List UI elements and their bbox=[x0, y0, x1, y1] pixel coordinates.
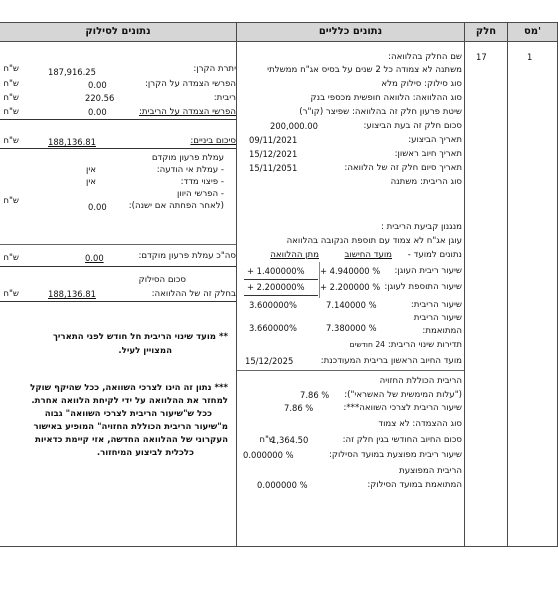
table-top-border bbox=[0, 22, 558, 23]
interest-index-diff-label: הפרשי הצמדה על הריבית: bbox=[139, 107, 236, 117]
rate-table-label: נתונים למועד - bbox=[407, 250, 462, 260]
settlement-amount-value: 188,136.81 bbox=[48, 289, 96, 299]
principal-index-diff-value: 0.00 bbox=[88, 80, 107, 90]
note-comparison-b: למחזר את ההלוואה על ידי לקיחת הלוואה אחרת. bbox=[31, 396, 228, 406]
interest-label: ריבית: bbox=[213, 93, 236, 103]
principal-index-diff-unit: ש"ח bbox=[3, 79, 19, 89]
note-comparison-e: העקרוני של ההלוואה החדשה, אזי קיימת כדאיות bbox=[34, 435, 228, 445]
execution-date-label: תאריך הביצוע: bbox=[408, 135, 462, 145]
adjusted-settle-rate-label-a: הריבית המפוצעת bbox=[399, 466, 462, 476]
total-prepayment-fee-value: 0.00 bbox=[85, 253, 104, 263]
after-reduction-label: (לאחר הפחתה אם ישנה): bbox=[128, 201, 224, 211]
note-comparison-c: ככל ש"שיעור הריבית לצרכי השוואה" גבוה bbox=[44, 409, 212, 419]
discount-diff-label: - הפרשי היוון bbox=[177, 189, 224, 199]
amount-value: 200,000.00 bbox=[270, 121, 318, 131]
rate-table-billing-header: מועד החישוב bbox=[344, 250, 392, 260]
total-fee-rule bbox=[0, 266, 236, 267]
row-part: 17 bbox=[476, 52, 487, 62]
comparison-rate-label: שיעור הריבית לצרכי השוואה***: bbox=[343, 403, 462, 413]
loan-part-name-label: שם החלק בהלוואה: bbox=[388, 52, 462, 62]
amount-label: סכום חלק זה בעת הביצוע: bbox=[363, 121, 462, 131]
interest-value: 220.56 bbox=[85, 93, 115, 103]
header-bottom-border bbox=[0, 41, 558, 42]
settlement-amount-unit: ש"ח bbox=[3, 289, 19, 299]
subtotal-label: סיכום ביניים: bbox=[190, 136, 236, 146]
settlement-amount-label-a: סכום הסילוק bbox=[138, 275, 186, 285]
interest-mechanism: עוגן אג"ח לא צמוד עם תוספת הנקובה בהלוואה bbox=[286, 236, 462, 246]
total-prepayment-fee-unit: ש"ח bbox=[3, 253, 19, 263]
comparison-rate-value: 7.86 % bbox=[284, 403, 314, 413]
divider-serial bbox=[507, 22, 508, 547]
first-charge-date-label: תאריך חיוב ראשון: bbox=[394, 149, 462, 159]
no-notice-fee-value: אין bbox=[85, 165, 96, 175]
interest-rate-label: שיעור הריבית: bbox=[410, 300, 462, 310]
note-comparison-d: מ"שיעור הריבית הכוללת החזויה" המופיע באישור bbox=[33, 422, 228, 432]
note-comparison-f: כלכלית לביצוע המיחזור. bbox=[96, 448, 194, 458]
index-compensation-value: אין bbox=[85, 177, 96, 187]
prepayment-fee-title: עמלת פרעון מוקדם bbox=[151, 153, 224, 163]
first-charge-date: 15/12/2021 bbox=[249, 149, 298, 159]
first-updated-charge-label: מועד החיוב הראשון בריבית המעודכנת: bbox=[320, 356, 462, 366]
effective-cost-label: ("עלות המימשית של האשראי"): bbox=[344, 390, 462, 400]
interest-type: סוג הריבית: משתנה bbox=[390, 177, 462, 187]
interest-unit: ש"ח bbox=[3, 93, 19, 103]
header-serial: מס' bbox=[523, 26, 542, 37]
rate-table-loan-header: מתן ההלוואה bbox=[270, 250, 319, 260]
margin-rate-label: שיעור התוספת לעוגן: bbox=[384, 282, 462, 292]
interest-rate-loan: 3.600000% bbox=[249, 300, 297, 310]
interest-index-diff-value: 0.00 bbox=[88, 107, 107, 117]
first-updated-charge-date: 15/12/2025 bbox=[245, 356, 294, 366]
change-frequency: 24 חודשים bbox=[349, 340, 385, 349]
anchor-rate-label: שיעור ריבית העוגן: bbox=[394, 266, 462, 276]
interest-rate-billing: 7.140000 % bbox=[326, 300, 377, 310]
note-rate-change-a: ** מועד שינוי הריבית חל חודש לפני התאריך bbox=[52, 332, 228, 342]
adjusted-rate-label-a: שיעור הריבית bbox=[413, 313, 462, 323]
loan-part-name: משתנה לא צמודה כל 2 שנים על בסיס אג"ח ממשלתי bbox=[267, 65, 462, 75]
general-separator bbox=[237, 370, 464, 371]
header-general: נתונים כלליים bbox=[318, 26, 383, 37]
execution-date: 09/11/2021 bbox=[249, 135, 298, 145]
principal-balance-value: 187,916.25 bbox=[48, 67, 96, 77]
header-part: חלק bbox=[475, 26, 497, 37]
loan-type: סוג ההלוואה: הלוואה חופשית מכספי בנק bbox=[310, 93, 462, 103]
monthly-charge-label: סכום החיוב החודשי בגין חלק זה: bbox=[342, 435, 462, 445]
principal-index-diff-label: הפרשי הצמדה על הקרן: bbox=[145, 79, 236, 89]
settlement-amount-label-b: בחלק זה של ההלוואה: bbox=[151, 289, 236, 299]
effective-cost-value: 7.86 % bbox=[300, 390, 330, 400]
settlement-rule bbox=[0, 301, 236, 302]
principal-balance-label: יתרת הקרן: bbox=[193, 64, 236, 74]
end-date-label: תאריך סיום חלק זה של הלוואה: bbox=[344, 163, 462, 173]
principal-balance-unit: ש"ח bbox=[3, 64, 19, 74]
note-comparison-a: *** נתון זה הינו לצרכי השוואה, ככל שהיקף שוקל bbox=[30, 383, 228, 393]
margin-rate-billing: + 2.200000 % bbox=[320, 282, 381, 292]
margin-rate-loan: + 2.200000% bbox=[247, 282, 305, 292]
note-rate-change-b: המצויין לעיל. bbox=[118, 346, 172, 356]
index-compensation-label: - פיצוי מדד: bbox=[180, 177, 224, 187]
settle-rate-label: שיעור ריבית מפוצעת במועד הסילוק: bbox=[328, 450, 462, 460]
interest-mechanism-title: מנגנון קביעת הריבית : bbox=[381, 222, 462, 232]
repayment-method: שיטת פרעון חלק זה בהלוואה: שפיצר (קו"ר) bbox=[299, 107, 462, 117]
subtotal-top-rule bbox=[0, 119, 236, 120]
subtotal-value: 188,136.81 bbox=[48, 137, 96, 147]
table-bottom-border bbox=[0, 546, 558, 547]
header-repayment: נתונים לסילוק bbox=[85, 26, 151, 37]
settle-rate-value: 0.000000 % bbox=[243, 450, 294, 460]
adjusted-rate-label-b: המתואמת: bbox=[422, 326, 462, 336]
indexation-type: סוג ההצמדה: לא צמוד bbox=[378, 419, 462, 429]
adjusted-rate-billing: 7.380000 % bbox=[326, 323, 377, 333]
adjusted-rate-loan: 3.660000% bbox=[249, 323, 297, 333]
adjusted-settle-rate-value: 0.000000 % bbox=[257, 480, 308, 490]
anchor-rate-loan: + 1.400000% bbox=[247, 266, 305, 276]
subtotal-rule bbox=[0, 148, 236, 149]
after-reduction-value: 0.00 bbox=[88, 202, 107, 212]
divider-part bbox=[464, 22, 465, 547]
fees-separator bbox=[0, 244, 236, 245]
change-frequency-label: תדירות שינוי הריבית: bbox=[387, 340, 462, 350]
margin-rate-underline bbox=[244, 295, 318, 296]
interest-index-diff-unit: ש"ח bbox=[3, 107, 19, 117]
subtotal-unit: ש"ח bbox=[3, 136, 19, 146]
after-reduction-unit: ש"ח bbox=[3, 196, 19, 206]
total-prepayment-fee-label: סה"כ עמלת פרעון מוקדם: bbox=[138, 251, 236, 261]
monthly-charge-value: 1,364.50 bbox=[271, 435, 309, 445]
end-date: 15/11/2051 bbox=[249, 163, 298, 173]
expected-rate-title: הריבית הכוללת החזויה bbox=[379, 376, 462, 386]
adjusted-settle-rate-label-b: המתואמת במועד הסילוק: bbox=[367, 480, 462, 490]
anchor-rate-underline bbox=[244, 279, 318, 280]
anchor-rate-billing: + 4.940000 % bbox=[320, 266, 381, 276]
divider-general bbox=[236, 22, 237, 547]
monthly-charge-unit: ש"ח bbox=[259, 435, 275, 445]
settlement-type: סוג סילוק: סילוק מלא bbox=[381, 79, 462, 89]
no-notice-fee-label: - עמלת אי הודעה: bbox=[156, 165, 224, 175]
row-serial: 1 bbox=[527, 52, 533, 62]
